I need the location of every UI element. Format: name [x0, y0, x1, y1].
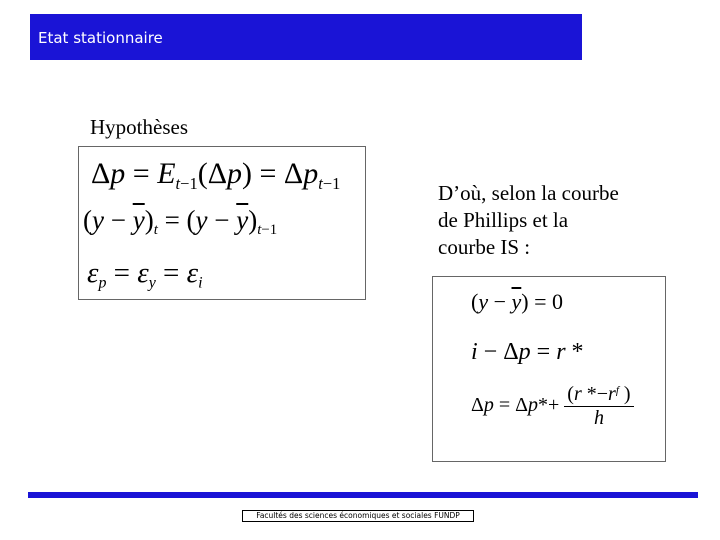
- note-line: courbe IS :: [438, 235, 531, 259]
- slide-title: Etat stationnaire: [38, 29, 163, 47]
- equation-inflation-steady-state: Δp = Δp*+ $\frac{(r *-r^f )}{h}$: [471, 383, 634, 430]
- note-line: D’où, selon la courbe: [438, 181, 619, 205]
- equation-inflation-expectations: $\Delta p = E_{t-1}(\Delta p) = \Delta p_{t-1}$: [91, 157, 341, 193]
- footer-divider: [28, 492, 698, 498]
- hypotheses-equation-box: [78, 146, 366, 300]
- equation-real-rate: i − Δp = r *: [471, 339, 584, 365]
- equation-shocks: $\varepsilon_p = \varepsilon_y = \varepsilon_i$: [87, 257, 203, 292]
- title-bar: [30, 14, 582, 60]
- hypotheses-label: Hypothèses: [90, 115, 188, 139]
- equation-output-gap-stationary: $(y - \overline{y})_t = (y - \overline{y})_{t-1}$: [83, 205, 278, 239]
- fraction: $\frac{(r *-r^f )}{h}$: [564, 383, 633, 430]
- phillips-is-note: [438, 180, 619, 261]
- equation-output-gap-zero: $(y - \overline{y}) = 0$: [471, 289, 564, 314]
- footer-caption: Facultés des sciences économiques et sociales FUNDP: [242, 510, 474, 522]
- results-equation-box: [432, 276, 666, 462]
- note-line: de Phillips et la: [438, 208, 569, 232]
